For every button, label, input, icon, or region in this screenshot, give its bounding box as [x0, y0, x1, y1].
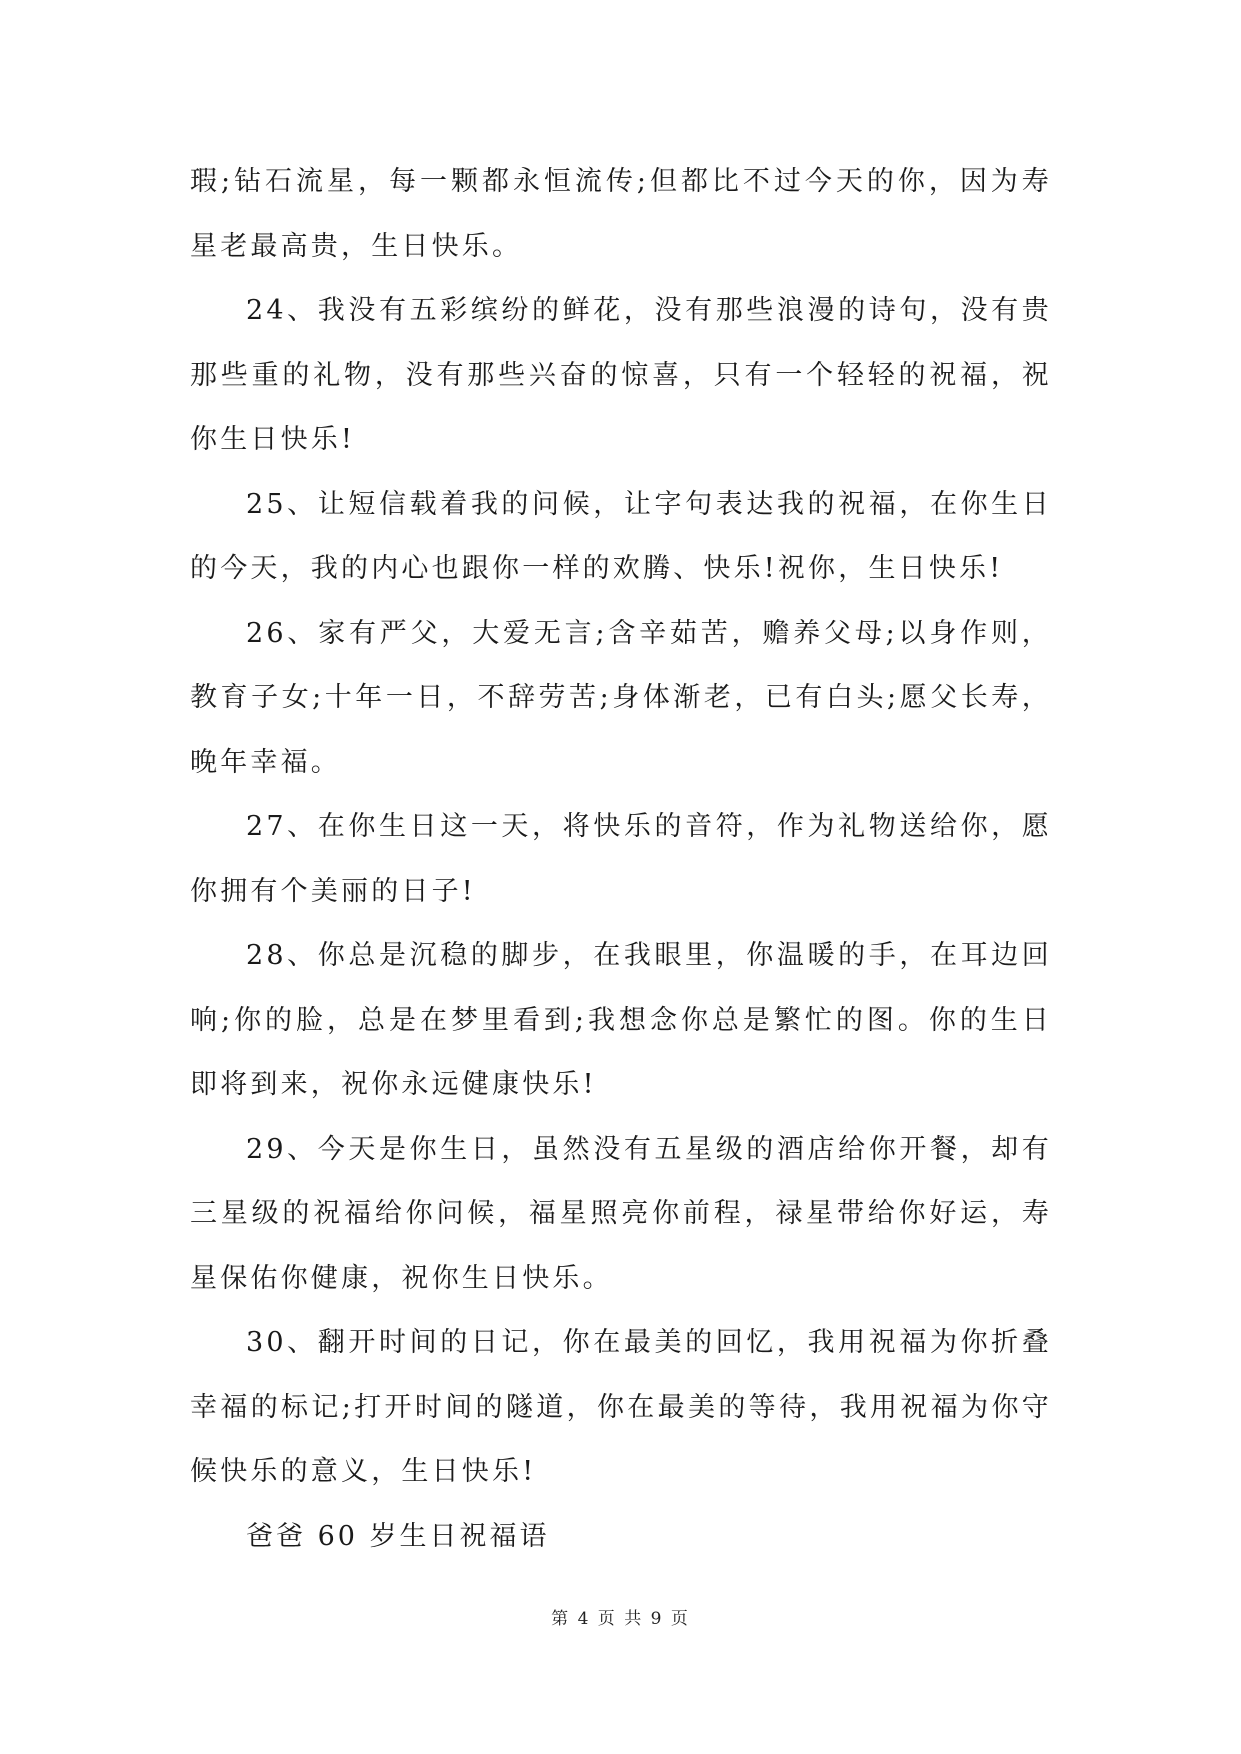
document-body	[190, 150, 1052, 1569]
paragraph-28: 28、你总是沉稳的脚步，在我眼里，你温暖的手，在耳边回响;你的脸，总是在梦里看到;我想念你总是繁忙的图。你的生日即将到来，祝你永远健康快乐!	[190, 940, 1052, 1100]
paragraph-24: 24、我没有五彩缤纷的鲜花，没有那些浪漫的诗句，没有贵那些重的礼物，没有那些兴奋的惊喜，只有一个轻轻的祝福，祝你生日快乐!	[190, 295, 1052, 455]
section-heading: 爸爸 60 岁生日祝福语	[246, 1520, 550, 1552]
paragraph-29: 29、今天是你生日，虽然没有五星级的酒店给你开餐，却有三星级的祝福给你问候，福星照亮你前程，禄星带给你好运，寿星保佑你健康，祝你生日快乐。	[190, 1133, 1052, 1294]
page-number-footer: 第 4 页 共 9 页	[551, 1609, 690, 1629]
paragraph-30: 30、翻开时间的日记，你在最美的回忆，我用祝福为你折叠幸福的标记;打开时间的隧道，你在最美的等待，我用祝福为你守候快乐的意义，生日快乐!	[190, 1327, 1052, 1487]
paragraph-27: 27、在你生日这一天，将快乐的音符，作为礼物送给你，愿你拥有个美丽的日子!	[190, 811, 1052, 907]
paragraph-26: 26、家有严父，大爱无言;含辛茹苦，赡养父母;以身作则，教育子女;十年一日，不辞劳苦;身体渐老，已有白头;愿父长寿，晚年幸福。	[190, 617, 1052, 778]
paragraph-25: 25、让短信载着我的问候，让字句表达我的祝福，在你生日的今天，我的内心也跟你一样的欢腾、快乐!祝你，生日快乐!	[190, 488, 1052, 584]
paragraph-23-continued: 瑕;钻石流星，每一颗都永恒流传;但都比不过今天的你，因为寿星老最高贵，生日快乐。	[190, 166, 1052, 262]
